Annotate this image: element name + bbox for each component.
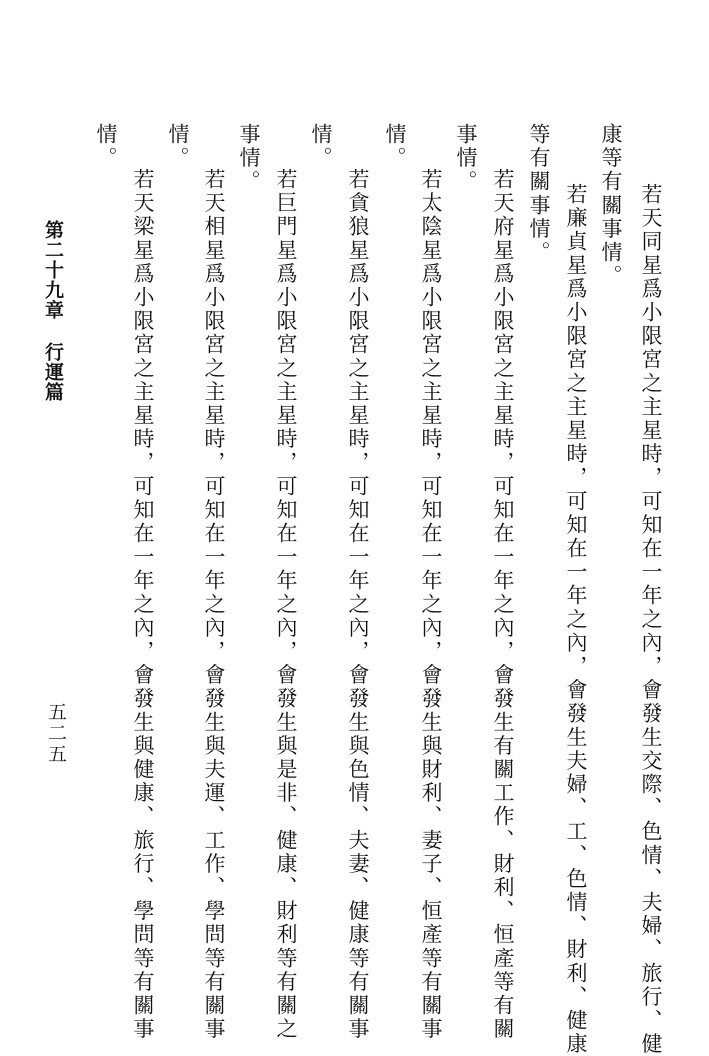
text-column-13: 若天相星爲小限宮之主星時，可知在一年之內，會發生與夫運、工作、學問等有關事 (202, 168, 226, 1042)
text-column-12: 事情。 (237, 123, 261, 194)
text-column-1: 若天同星爲小限宮之主星時，可知在一年之內，會發生交際、色情、夫婦、旅行、健 (639, 183, 663, 1056)
text-column-9: 若貪狼星爲小限宮之主星時，可知在一年之內，會發生與色情、夫妻、健康等有關事 (346, 168, 370, 1042)
text-column-8: 情。 (383, 123, 407, 171)
text-column-2: 康等有關事情。 (599, 123, 623, 289)
text-column-14: 情。 (166, 123, 190, 171)
text-column-4: 等有關事情。 (527, 123, 551, 265)
text-column-16: 情。 (94, 123, 118, 171)
text-column-6: 事情。 (454, 123, 478, 194)
text-column-11: 若巨門星爲小限宮之主星時，可知在一年之內，會發生與是非、健康、財利等有關之 (274, 168, 298, 1042)
text-column-7: 若太陰星爲小限宮之主星時，可知在一年之內，會發生與財利、妻子、恒產等有關事 (419, 168, 443, 1042)
text-column-3: 若廉貞星爲小限宮之主星時，可知在一年之內，會發生夫婦、工、色情、財利、健康 (564, 183, 588, 1056)
text-column-5: 若天府星爲小限宮之主星時，可知在一年之內，會發生有關工作、財利、恒產等有關 (491, 168, 515, 1042)
section-title: 行運篇 (42, 342, 64, 402)
page-number: 五二五 (45, 702, 67, 765)
text-column-10: 情。 (309, 123, 333, 171)
running-header (40, 220, 67, 402)
chapter-title: 第二十九章 (42, 220, 64, 320)
text-column-15: 若天梁星爲小限宮之主星時，可知在一年之內，會發生與健康、旅行、學問等有關事 (131, 168, 155, 1042)
